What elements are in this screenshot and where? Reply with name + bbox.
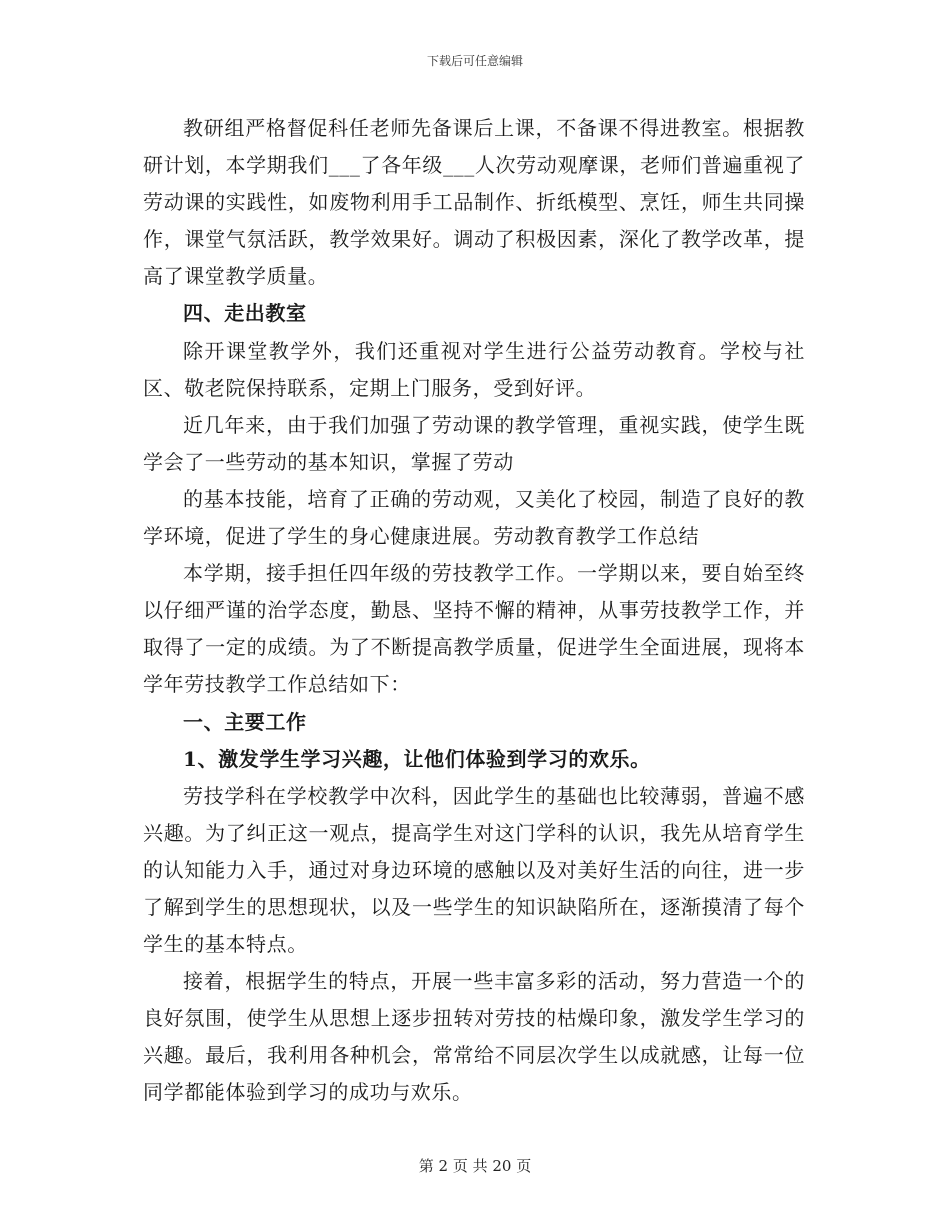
paragraph: 近几年来，由于我们加强了劳动课的教学管理，重视实践，使学生既学会了一些劳动的基本知识，掌握了劳动 bbox=[143, 412, 805, 474]
section-heading: 四、走出教室 bbox=[183, 301, 307, 326]
page-header: 下载后可任意编辑 bbox=[426, 54, 523, 68]
paragraph: 本学期，接手担任四年级的劳技教学工作。一学期以来，要自始至终以仔细严谨的治学态度，勤恳、坚持不懈的精神，从事劳技教学工作，并取得了一定的成绩。为了不断提高教学质量，促进学生全面进展，现将本学年劳技教学工作总结如下： bbox=[143, 561, 805, 697]
section-heading: 一、主要工作 bbox=[183, 709, 307, 734]
document-body bbox=[143, 110, 805, 1112]
page-footer: 第 2 页 共 20 页 bbox=[418, 1157, 532, 1175]
subsection-heading: 1、激发学生学习兴趣，让他们体验到学习的欢乐。 bbox=[183, 746, 651, 771]
paragraph: 的基本技能，培育了正确的劳动观，又美化了校园，制造了良好的教学环境，促进了学生的身心健康进展。劳动教育教学工作总结 bbox=[143, 486, 805, 549]
paragraph: 接着，根据学生的特点，开展一些丰富多彩的活动，努力营造一个的良好氛围，使学生从思想上逐步扭转对劳技的枯燥印象，激发学生学习的兴趣。最后，我利用各种机会，常常给不同层次学生以成就感，让每一位同学都能体验到学习的成功与欢乐。 bbox=[143, 969, 805, 1105]
paragraph: 劳技学科在学校教学中次科，因此学生的基础也比较薄弱，普遍不感兴趣。为了纠正这一观点，提高学生对这门学科的认识，我先从培育学生的认知能力入手，通过对身边环境的感触以及对美好生活的向往，进一步了解到学生的思想现状，以及一些学生的知识缺陷所在，逐渐摸清了每个学生的基本特点。 bbox=[143, 783, 805, 957]
paragraph: 教研组严格督促科任老师先备课后上课，不备课不得进教室。根据教研计划，本学期我们___了各年级___人次劳动观摩课，老师们普遍重视了劳动课的实践性，如废物利用手工品制作、折纸模型、烹饪，师生共同操作，课堂气氛活跃，教学效果好。调动了积极因素，深化了教学改革，提高了课堂教学质量。 bbox=[143, 116, 805, 289]
paragraph: 除开课堂教学外，我们还重视对学生进行公益劳动教育。学校与社区、敬老院保持联系，定期上门服务，受到好评。 bbox=[143, 338, 805, 400]
